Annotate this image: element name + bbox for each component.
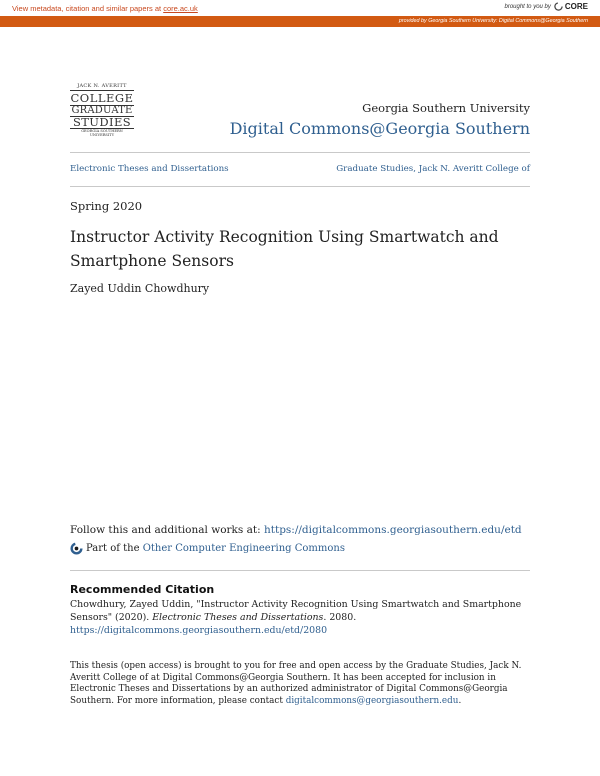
repository-link[interactable]: Digital Commons@Georgia Southern (229, 119, 530, 138)
core-metadata-text: View metadata, citation and similar papers at (12, 4, 164, 13)
paper-title: Instructor Activity Recognition Using Smartwatch and Smartphone Sensors (70, 228, 499, 270)
etd-url-link[interactable]: https://digitalcommons.georgiasouthern.edu/etd (264, 524, 522, 536)
logo-college: COLLEGE (70, 91, 134, 105)
citation-text (70, 598, 530, 638)
logo-jack-averitt: JACK N. AVERITT (70, 84, 134, 91)
logo-university: GEORGIA SOUTHERN UNIVERSITY (70, 128, 134, 137)
contact-email-link[interactable]: digitalcommons@georgiasouthern.edu (285, 695, 459, 706)
recommended-citation-heading: Recommended Citation (70, 583, 215, 596)
logo-studies: STUDIES (72, 114, 132, 129)
citation-url-link[interactable]: https://digitalcommons.georgiasouthern.edu/etd/2080 (70, 625, 328, 637)
publication-date: Spring 2020 (70, 199, 143, 213)
follow-text: Follow this and additional works at: (70, 524, 264, 536)
divider (70, 186, 530, 187)
graduate-studies-link[interactable]: Graduate Studies, Jack N. Averitt College of (336, 164, 530, 174)
follow-line (70, 524, 522, 536)
citation-series: Electronic Theses and Dissertations (152, 612, 324, 624)
bepress-network-icon (70, 542, 83, 555)
part-of-prefix: Part of the (86, 543, 143, 554)
note-text: This thesis (open access) is brought to you for free and open access by the Graduate Studies, Jack N. Averitt College of at Digital Commons@Georgia Southern. It has been accepted for inclusion in Electronic Theses and Dissertations by an authorized administrator of Digital Commons@Georgia Southern. For more information, please contact (70, 661, 522, 706)
college-graduate-studies-logo (70, 84, 134, 137)
core-label: CORE (564, 2, 588, 11)
part-of-row (70, 542, 345, 555)
logo-graduate: GRADUATE (71, 104, 133, 116)
university-name: Georgia Southern University (362, 101, 530, 115)
core-logo[interactable] (554, 2, 588, 11)
etd-collection-link[interactable]: Electronic Theses and Dissertations (70, 164, 229, 174)
divider (70, 152, 530, 153)
part-of-text (86, 543, 345, 554)
divider (70, 570, 530, 571)
provided-by-bar (0, 16, 600, 27)
core-metadata-link[interactable] (12, 4, 198, 13)
author-name: Zayed Uddin Chowdhury (70, 282, 210, 295)
core-logo-icon (554, 2, 563, 11)
note-end: . (458, 695, 462, 706)
commons-link[interactable]: Other Computer Engineering Commons (142, 543, 345, 554)
citation-main: Chowdhury, Zayed Uddin, "Instructor Activity Recognition Using Smartwatch and Smartphone Sensors" (2020). (70, 599, 522, 624)
citation-number: . 2080. (323, 612, 357, 624)
brought-to-you-text: brought to you by (504, 3, 551, 10)
core-banner (0, 0, 600, 16)
open-access-note (70, 661, 532, 707)
provided-by-text: provided by Georgia Southern University: Digital Commons@Georgia Southern (398, 18, 588, 24)
brought-by-core[interactable] (505, 2, 589, 11)
core-ac-uk-link[interactable]: core.ac.uk (163, 4, 198, 13)
